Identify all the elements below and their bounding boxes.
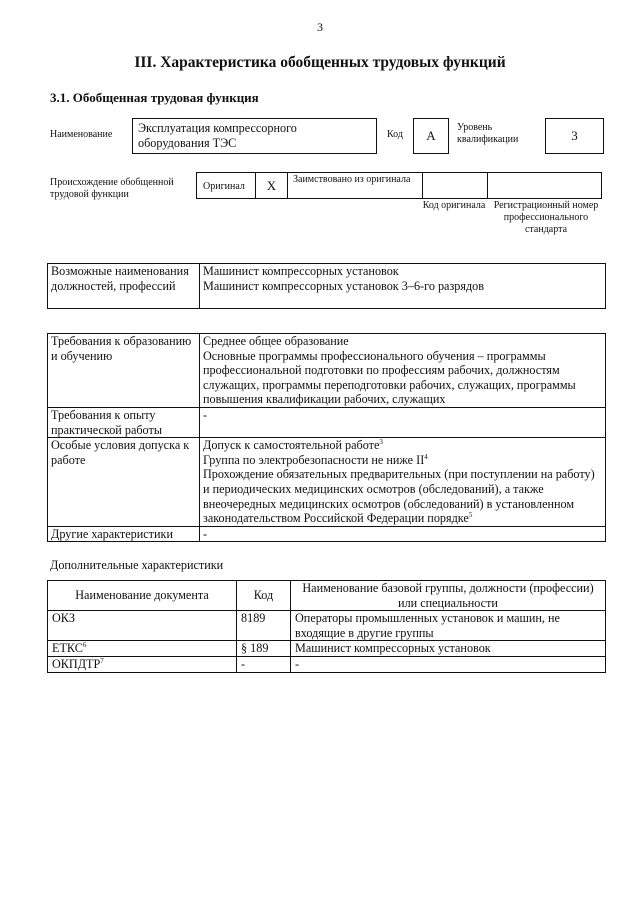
footnote-ref: 3 — [379, 438, 383, 447]
row-doc: ЕТКС$^6$ — [48, 641, 237, 657]
page-number: 3 — [317, 20, 323, 34]
origin-box — [196, 172, 602, 199]
requirements-table — [47, 333, 606, 542]
row-name: - — [291, 656, 606, 672]
position-item: Машинист компрессорных установок 3–6-го разрядов — [203, 278, 485, 293]
row-code: § 189 — [237, 641, 291, 657]
table-row — [48, 611, 606, 641]
origin-borrowed-label: Заимствовано из оригинала — [293, 174, 411, 185]
admission-line: Прохождение обязательных предварительных (при поступлении на работу) и периодических медицинских осмотров (обследований), а также внеочередных медицинских осмотров (обследований) в установленном законодательством Российской Федерации порядке$^5$ — [203, 467, 595, 526]
experience-value: - — [200, 407, 606, 437]
positions-table — [47, 263, 606, 309]
additional-table — [47, 580, 606, 673]
origin-reg-cell — [488, 173, 601, 198]
other-value: - — [200, 526, 606, 542]
admission-label: Особые условия допуска к работе — [48, 438, 200, 527]
subsection-title: 3.1. Обобщенная трудовая функция — [50, 90, 259, 105]
education-value — [200, 334, 606, 408]
education-label: Требования к образованию и обучению — [48, 334, 200, 408]
gtf-level-label: Уровень квалификации — [457, 122, 519, 145]
row-doc: ОКПДТР$^7$ — [48, 656, 237, 672]
row-code: - — [237, 656, 291, 672]
table-row — [48, 641, 606, 657]
row-name: Операторы промышленных установок и машин, не входящие в другие группы — [291, 611, 606, 641]
education-line: Основные программы профессионального обучения – программы профессиональной подготовки по профессиям рабочих, должностям служащих, программы переподготовки рабочих, служащих, программы повышения квалификации рабочих, служащих — [203, 348, 576, 407]
gtf-code-label: Код — [387, 129, 403, 140]
education-line: Среднее общее образование — [203, 334, 349, 348]
origin-original-cell — [197, 173, 256, 198]
footnote-ref: 7 — [100, 656, 104, 665]
col-header-name: Наименование базовой группы, должности (профессии) или специальности — [291, 581, 606, 611]
col-header-code: Код — [237, 581, 291, 611]
gtf-code-value: А — [413, 118, 449, 154]
gtf-name-label: Наименование — [50, 129, 113, 140]
origin-original-label: Оригинал — [203, 181, 245, 192]
other-label: Другие характеристики — [48, 526, 200, 542]
row-doc: ОКЗ — [48, 611, 237, 641]
positions-label: Возможные наименования должностей, профессий — [48, 264, 200, 309]
gtf-name-value: Эксплуатация компрессорного оборудования ТЭС — [132, 118, 377, 154]
positions-list — [200, 264, 606, 309]
experience-label: Требования к опыту практической работы — [48, 407, 200, 437]
position-item: Машинист компрессорных установок — [203, 264, 399, 278]
col-header-doc: Наименование документа — [48, 581, 237, 611]
footnote-ref: 4 — [424, 452, 428, 461]
additional-title: Дополнительные характеристики — [50, 558, 224, 572]
admission-value — [200, 438, 606, 527]
gtf-level-value: 3 — [545, 118, 604, 154]
origin-reg-caption: Регистрационный номер профессионального стандарта — [493, 200, 599, 235]
origin-code-cell — [422, 173, 488, 198]
section-title: III. Характеристика обобщенных трудовых функций — [134, 54, 506, 71]
row-name: Машинист компрессорных установок — [291, 641, 606, 657]
footnote-ref: 5 — [468, 511, 473, 520]
admission-line: Группа по электробезопасности не ниже $II^4$ — [203, 452, 428, 467]
origin-code-caption: Код оригинала — [422, 200, 486, 211]
admission-line: Допуск к самостоятельной работе$^3$ — [203, 438, 383, 453]
footnote-ref: 6 — [82, 641, 87, 650]
table-row — [48, 656, 606, 672]
origin-mark: X — [256, 173, 288, 198]
row-code: 8189 — [237, 611, 291, 641]
origin-label: Происхождение обобщенной трудовой функции — [50, 177, 174, 200]
